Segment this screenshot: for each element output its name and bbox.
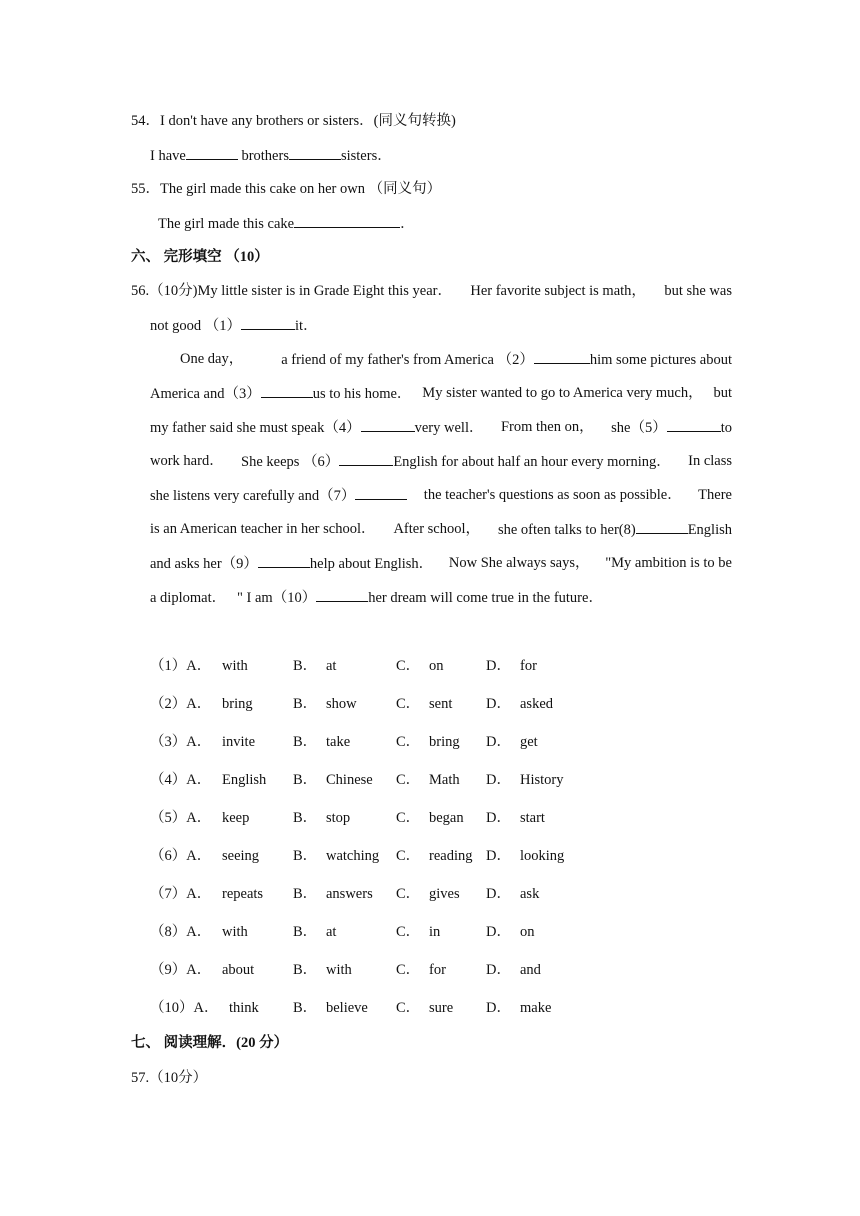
option-b[interactable]: stop [326,810,351,826]
option-c[interactable]: bring [429,734,460,750]
q56-text: From then on， [500,419,594,435]
option-a[interactable]: bring [222,696,253,712]
q56-text: Her favorite subject is math， [470,283,646,299]
q56-text: "My ambition is to be [605,555,732,571]
option-num: （6）A． [150,848,212,864]
q56-text: Now She always says， [448,555,590,571]
option-d-letter: D． [486,886,511,902]
option-d[interactable]: ask [520,886,540,902]
q56-text: my father said she must speak（4） [150,420,361,436]
option-c-letter: C． [396,962,421,978]
option-c[interactable]: began [429,810,464,826]
option-b[interactable]: with [326,962,352,978]
q55-answer-line [158,214,415,233]
option-b[interactable]: at [326,924,337,940]
option-num: （7）A． [150,886,212,902]
option-c[interactable]: on [429,658,444,674]
q56-line-2 [150,316,318,335]
option-a[interactable]: think [229,1000,259,1016]
q56-blank-3[interactable] [261,384,313,398]
option-b-letter: B． [293,772,318,788]
option-c-letter: C． [396,1000,421,1016]
q56-blank-7[interactable] [355,486,407,500]
q56-line-9 [150,554,732,573]
q56-line-8 [150,520,732,539]
option-c-letter: C． [396,848,421,864]
option-num: （5）A． [150,810,212,826]
q57-prompt: 57.（10分） [131,1070,208,1086]
option-c-letter: C． [396,772,421,788]
option-d-letter: D． [486,772,511,788]
q56-line-7 [150,486,732,505]
q54-blank-1[interactable] [186,146,238,160]
q56-line-1 [131,282,732,300]
option-b[interactable]: take [326,734,351,750]
option-b-letter: B． [293,848,318,864]
option-b-letter: B． [293,810,318,826]
option-d-letter: D． [486,658,511,674]
q56-text: 56.（10分)My little sister is in Grade Eight this year． [131,283,452,299]
option-d[interactable]: start [520,810,545,826]
option-num: （1）A． [150,658,212,674]
option-b-letter: B． [293,886,318,902]
q55-text-b: ． [400,216,415,232]
q56-text: In class [688,453,732,469]
option-c-letter: C． [396,810,421,826]
q56-text: very well． [414,420,484,436]
q56-line-6 [150,452,732,471]
option-b-letter: B． [293,962,318,978]
q56-text: After school， [393,521,481,537]
option-b[interactable]: Chinese [326,772,373,788]
q56-text: My sister wanted to go to America very much， [422,385,703,401]
q56-text: the teacher's questions as soon as possible． [423,487,682,503]
q56-text: her dream will come true in the future． [368,590,603,606]
q54-text-c: sisters． [340,148,392,164]
q54-text-a: I have [150,148,186,164]
option-c-letter: C． [396,658,421,674]
q56-text: America and（3） [150,386,261,402]
option-num: （10）A． [150,1000,219,1016]
q56-text: she（5） [611,420,667,436]
q54-text-b: brothers [241,148,289,164]
q55-text-a: The girl made this cake [158,216,295,232]
q56-line-5 [150,418,732,437]
option-num: （2）A． [150,696,212,712]
option-d-letter: D． [486,696,511,712]
q56-blank-8[interactable] [636,520,688,534]
option-c[interactable]: sent [429,696,453,712]
q56-blank-9[interactable] [258,554,310,568]
option-d-letter: D． [486,810,511,826]
option-d-letter: D． [486,1000,511,1016]
q56-text: but she was [664,283,732,299]
q56-text: a diplomat． [150,590,227,606]
q56-text: and asks her（9） [150,556,258,572]
option-c[interactable]: Math [429,772,460,788]
q56-line-3 [180,350,732,369]
option-d[interactable]: get [520,734,538,750]
option-num: （4）A． [150,772,212,788]
q56-text: She keeps （6） [241,454,340,470]
option-num: （9）A． [150,962,212,978]
section-6-title: 六、 完形填空 （10） [131,249,269,265]
q54-blank-2[interactable] [289,146,341,160]
option-a[interactable]: about [222,962,255,978]
option-d[interactable]: on [520,924,535,940]
option-b-letter: B． [293,658,318,674]
option-c[interactable]: for [429,962,446,978]
q56-text: it． [295,318,318,334]
q55-blank[interactable] [294,214,400,228]
option-b[interactable]: at [326,658,337,674]
option-c-letter: C． [396,734,421,750]
option-b-letter: B． [293,1000,318,1016]
option-c-letter: C． [396,696,421,712]
section-7-title: 七、 阅读理解．(20 分） [131,1035,289,1051]
option-a[interactable]: invite [222,734,256,750]
q56-text: to [720,420,732,436]
q56-text: " I am（10） [237,590,317,606]
q56-text: is an American teacher in her school． [150,521,376,537]
q56-blank-10[interactable] [316,588,368,602]
option-a[interactable]: seeing [222,848,260,864]
q56-blank-6[interactable] [339,452,393,466]
q54-answer-line [150,146,392,165]
option-b[interactable]: answers [326,886,373,902]
option-d[interactable]: make [520,1000,552,1016]
option-d[interactable]: and [520,962,541,978]
option-d[interactable]: looking [520,848,565,864]
q56-text: English for about half an hour every morning． [393,454,671,470]
q56-text: but [713,385,732,401]
option-d-letter: D． [486,848,511,864]
option-d[interactable]: asked [520,696,554,712]
option-a[interactable]: with [222,924,248,940]
option-b-letter: B． [293,734,318,750]
option-d-letter: D． [486,962,511,978]
q56-text: work hard． [150,453,224,469]
option-c-letter: C． [396,924,421,940]
q56-text: help about English． [309,556,434,572]
option-d[interactable]: History [520,772,564,788]
option-c-letter: C． [396,886,421,902]
q56-blank-2[interactable] [534,350,590,364]
option-c[interactable]: gives [429,886,460,902]
q56-blank-5[interactable] [667,418,721,432]
option-a[interactable]: keep [222,810,250,826]
option-num: （8）A． [150,924,212,940]
q56-text: There [698,487,732,503]
option-a[interactable]: with [222,658,248,674]
q56-line-4 [150,384,732,403]
option-b[interactable]: believe [326,1000,368,1016]
q56-blank-4[interactable] [361,418,415,432]
q54-prompt: 54．I don't have any brothers or sisters．(同义句转换) [131,113,456,129]
option-num: （3）A． [150,734,212,750]
q56-text: a friend of my father's from America （2） [281,352,534,368]
option-d-letter: D． [486,924,511,940]
q56-text: English [687,522,732,538]
q55-prompt: 55．The girl made this cake on her own （同义句） [131,181,442,197]
option-c[interactable]: reading [429,848,473,864]
q56-text: she often talks to her(8) [497,522,636,538]
option-d-letter: D． [486,734,511,750]
q56-text: not good （1） [150,318,242,334]
option-b[interactable]: show [326,696,357,712]
q56-text: him some pictures about [589,352,732,368]
option-b-letter: B． [293,924,318,940]
option-a[interactable]: repeats [222,886,264,902]
q56-line-10 [150,588,603,607]
option-b-letter: B． [293,696,318,712]
q56-text: One day， [180,351,244,367]
q56-text: she listens very carefully and（7） [150,488,356,504]
option-d[interactable]: for [520,658,537,674]
q56-text: us to his home． [312,386,412,402]
option-b[interactable]: watching [326,848,380,864]
option-c[interactable]: sure [429,1000,454,1016]
option-a[interactable]: English [222,772,267,788]
option-c[interactable]: in [429,924,441,940]
q56-blank-1[interactable] [241,316,295,330]
